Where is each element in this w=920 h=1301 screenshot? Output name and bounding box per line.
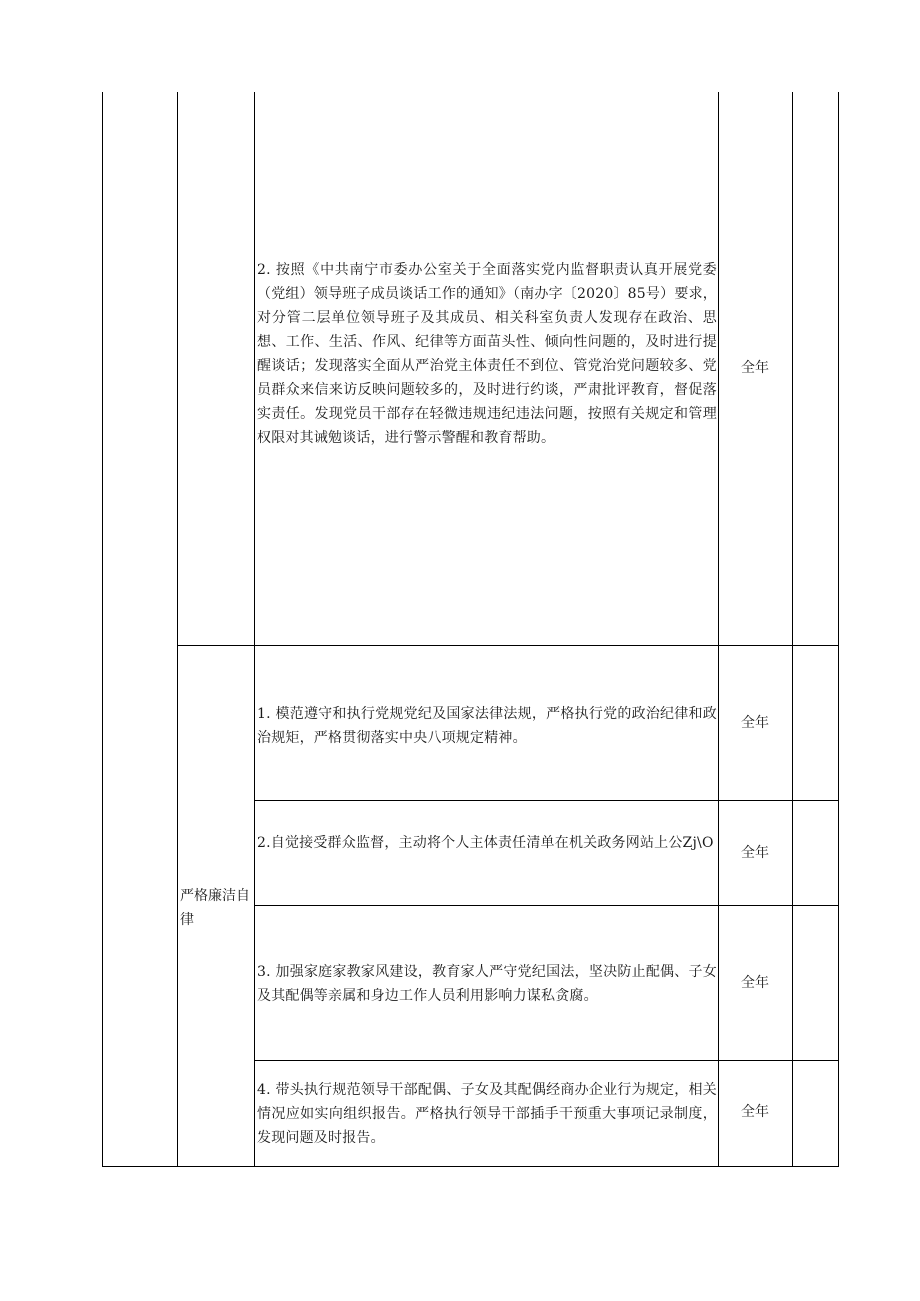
row-content: 1. 模范遵守和执行党规党纪及国家法律法规，严格执行党的政治纪律和政治规矩，严格贯彻落实中央八项规定精神。	[257, 706, 717, 746]
table-border-right	[838, 92, 839, 1167]
table-divider-col3	[718, 92, 719, 1167]
row-content: 2.自觉接受群众监督，主动将个人主体责任清单在机关政务网站上公Zj\O	[257, 835, 714, 851]
row-content: 4. 带头执行规范领导干部配偶、子女及其配偶经商办企业行为规定，相关情况应如实向组织报告。严格执行领导干部插手干预重大事项记录制度，发现问题及时报告。	[257, 1082, 717, 1146]
row-divider-3	[254, 905, 839, 906]
table-border-left	[102, 92, 103, 1167]
category-label: 严格廉洁自律	[180, 888, 250, 928]
row-period: 全年	[741, 975, 769, 991]
row-period: 全年	[741, 1104, 769, 1120]
row-divider-4	[254, 1060, 839, 1061]
table-divider-col1	[177, 92, 178, 1167]
table-divider-col2	[254, 92, 255, 1167]
row-divider-2	[254, 800, 839, 801]
row-period: 全年	[741, 715, 769, 731]
table-border-bottom	[102, 1166, 839, 1167]
row-period: 全年	[741, 845, 769, 861]
row-period: 全年	[741, 360, 769, 376]
table-divider-col4	[792, 92, 793, 1167]
row-content: 2. 按照《中共南宁市委办公室关于全面落实党内监督职责认真开展党委（党组）领导班子成员谈话工作的通知》（南办字〔2020〕85号）要求，对分管二层单位领导班子及其成员、相关科室负责人发现存在政治、思想、工作、生活、作风、纪律等方面苗头性、倾向性问题的，及时进行提醒谈话；发现落实全面从严治党主体责任不到位、管党治党问题较多、党员群众来信来访反映问题较多的，及时进行约谈，严肃批评教育，督促落实责任。发现党员干部存在轻微违规违纪违法问题，按照有关规定和管理权限对其诫勉谈话，进行警示警醒和教育帮助。	[257, 262, 717, 446]
row-divider-1	[177, 645, 839, 646]
row-content: 3. 加强家庭家教家风建设，教育家人严守党纪国法，坚决防止配偶、子女及其配偶等亲属和身边工作人员利用影响力谋私贪腐。	[257, 964, 717, 1004]
